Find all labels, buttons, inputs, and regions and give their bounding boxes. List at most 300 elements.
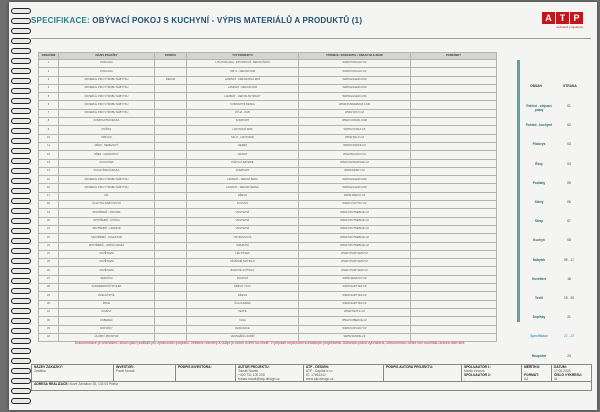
cell-id: 8 (39, 118, 59, 126)
cell-atp (304, 365, 384, 382)
contents-item-name: Specifikace (530, 334, 548, 339)
table-row (39, 167, 497, 175)
address-value: Nové Zahálkov 26, 143 00 Praha (69, 382, 118, 386)
cell-supplier: WWW.DVIRKA.CZ (299, 126, 411, 134)
binding-ring (11, 68, 31, 74)
contents-header: OBSAH (530, 84, 542, 88)
cell-notes (411, 250, 497, 258)
cell-surface (155, 142, 187, 150)
date-label: DATUM: (554, 365, 567, 369)
table-row (39, 292, 497, 300)
binding-ring (11, 128, 31, 134)
table-row (39, 142, 497, 150)
cell-id: 31 (39, 308, 59, 316)
binding-ring (11, 338, 31, 344)
binding-ring (11, 48, 31, 54)
cell-surface (155, 84, 187, 92)
cell-notes (411, 68, 497, 76)
cell-type: DEKORACE (187, 325, 299, 333)
cell-type: ČALOUNĚNÁ (187, 300, 299, 308)
cell-type: LAMINÁT - DEKOR ŠEDÁ (187, 176, 299, 184)
cell-type: VESTAVNÁ (187, 217, 299, 225)
binding-ring (11, 158, 31, 164)
format-label: FORMÁT: (524, 373, 539, 377)
binding-ring (11, 278, 31, 284)
cell-name: ÚLOŽNÝ PROSTOR (59, 333, 155, 341)
cell-supplier: WWW.EGGER.COM (299, 76, 411, 84)
cell-surface (155, 109, 187, 117)
table-row (39, 250, 497, 258)
binding-ring (11, 98, 31, 104)
cell-surface (155, 118, 187, 126)
cell-id: 29 (39, 292, 59, 300)
contents-item-page: 24 (567, 353, 571, 358)
table-row (39, 109, 497, 117)
cell-notes (411, 259, 497, 267)
cell-supplier: WWW.SPOTREBICE.CZ (299, 225, 411, 233)
format-value: A3 (524, 377, 529, 381)
contents-item-page: 03 (567, 142, 571, 147)
cell-id: 2 (39, 68, 59, 76)
contents-item-page: 19 - 20 (564, 296, 574, 300)
cell-supplier: WWW.DREVO.CZ (299, 192, 411, 200)
cell-notes (411, 134, 497, 142)
cell-notes (411, 201, 497, 209)
cell-supplier: WWW.EGGER.COM (299, 84, 411, 92)
cell-notes (411, 225, 497, 233)
cell-investor (114, 365, 176, 382)
cell-supplier: WWW.HANSGROHE.CZ (299, 159, 411, 167)
cell-notes (411, 84, 497, 92)
binding-ring (11, 188, 31, 194)
binding-ring (11, 298, 31, 304)
cell-author (236, 365, 304, 382)
binding-ring (11, 248, 31, 254)
investor-value: Pavel Novák (116, 369, 135, 373)
cell-name: KOBEREC (59, 317, 155, 325)
cell-name: DŘEZ - NEREZOVÝ (59, 142, 155, 150)
cell-name: OBKLAD (59, 134, 155, 142)
cell-type: LED PÁSEK (187, 250, 299, 258)
cell-id: 11 (39, 142, 59, 150)
atp-id: IČ: 17661241 (306, 373, 326, 377)
cell-notes (411, 60, 497, 68)
cell-supplier: WWW.CORIAN.COM (299, 118, 411, 126)
table-row (39, 209, 497, 217)
table-row (39, 68, 497, 76)
cell-type: KOMPOZIT (187, 118, 299, 126)
binding-ring (11, 378, 31, 384)
cell-id: 32 (39, 317, 59, 325)
cell-surface (155, 101, 187, 109)
binding-ring (11, 238, 31, 244)
table-row (39, 308, 497, 316)
name-label: NÁZEV ZAKÁZKY: (34, 365, 63, 369)
cell-name: KOMPOZITNÍ DESKA (59, 118, 155, 126)
cell-supplier: WWW.DYHY.CZ (299, 109, 411, 117)
table-row (39, 284, 497, 292)
contents-item-name: Osvětlení (531, 276, 547, 281)
cell-name: MATERIÁL PRO VÝROBU NÁBYTKU (59, 76, 155, 84)
binding-ring (11, 118, 31, 124)
cell-id: 17 (39, 192, 59, 200)
cell-type: GRANIT (187, 151, 299, 159)
cell-supplier: WWW.FUNDERMAX.COM (299, 101, 411, 109)
contents-item (525, 258, 579, 270)
cell-id: 20 (39, 217, 59, 225)
contents-item-page: 04 (567, 161, 571, 166)
table-row (39, 151, 497, 159)
coauthor1-value: Martin Hronek (464, 369, 485, 373)
sidebar-accent-bar (517, 60, 520, 322)
table-row (39, 134, 497, 142)
binding-ring (11, 228, 31, 234)
cell-name: KONFERENČNÍ STOLEK (59, 284, 155, 292)
cell-name: ZÁVĚSY (59, 308, 155, 316)
cell-investor-sign (176, 365, 236, 382)
title-text: OBÝVACÍ POKOJ S KUCHYNÍ - VÝPIS MATERIÁLŮ A PRODUKTŮ (1) (92, 16, 363, 25)
cell-supplier: WWW.SKRINE.CZ (299, 333, 411, 341)
binding-ring (11, 358, 31, 364)
binding-ring (11, 258, 31, 264)
cell-name: MATERIÁL PRO VÝROBU NÁBYTKU (59, 93, 155, 101)
table-row (39, 176, 497, 184)
cell-surface (155, 300, 187, 308)
col-header-notes: POZNÁMKY (411, 53, 497, 60)
cell-supplier: WWW.SPOTREBICE.CZ (299, 209, 411, 217)
cell-type: VINYL - DEKOR DUB (187, 68, 299, 76)
atp-web: www.atp-design.cz (306, 377, 334, 381)
cell-supplier: WWW.OSVETLENI.CZ (299, 259, 411, 267)
cell-surface (155, 225, 187, 233)
cell-type: VESTAVNÁ (187, 209, 299, 217)
cell-name: KUCHYŇSKÁ DESKA (59, 167, 155, 175)
cell-name: DŘEZ - GRANITOVÝ (59, 151, 155, 159)
cell-surface (155, 134, 187, 142)
cell-supplier: WWW.EGGER.COM (299, 176, 411, 184)
contents-sidebar (515, 46, 579, 358)
cell-type: DŘEVO (187, 192, 299, 200)
investor-label: INVESTOR: (116, 365, 134, 369)
contents-item-name: Nábytek (532, 257, 546, 262)
binding-ring (11, 218, 31, 224)
cell-notes (411, 101, 497, 109)
title-key: SPECIFIKACE: (31, 16, 90, 25)
binding-ring (11, 18, 31, 24)
contents-item-name: Řezy (535, 161, 543, 166)
page-title (31, 16, 362, 25)
cell-surface (155, 308, 187, 316)
cell-name: PODLAHA (59, 68, 155, 76)
contents-item (525, 334, 579, 346)
table-row (39, 93, 497, 101)
disclaimer-note: Dokumentace je orientační, slouží jako podklad pro zpracování projektu. Veškeré rozměry a údaje je nutné ověřit na místě. V případě nejasností kontaktujte projektanta. Autorská práva vyhrazena, dokumentaci nelze bez souhlasu autora dále šířit. (74, 341, 466, 345)
cell-notes (411, 159, 497, 167)
contents-item-name: Rozpočet (531, 353, 547, 358)
cell-id: 1 (39, 60, 59, 68)
scale-label: MĚŘÍTKO: (524, 365, 541, 369)
cell-id: 9 (39, 126, 59, 134)
cell-surface (155, 325, 187, 333)
binding-ring (11, 78, 31, 84)
cell-type: ZÁVĚSNÉ SVÍTIDLO (187, 259, 299, 267)
cell-type: NEREZ (187, 142, 299, 150)
cell-type: LAKOVANÁ MDF (187, 126, 299, 134)
date-value: 17.02.2023 (554, 369, 571, 373)
cell-surface: DEKOR (155, 76, 187, 84)
cell-type: KOMPAKTNÍ DESKA (187, 101, 299, 109)
cell-id: 33 (39, 325, 59, 333)
binding-ring (11, 28, 31, 34)
cell-name: SPOTŘEBIČ - DIGESTOŘ (59, 234, 155, 242)
contents-item-name: Kuchyň (533, 238, 545, 243)
title-block (31, 364, 592, 391)
contents-item-page: 01 (567, 104, 571, 108)
logo-letter-a: A (542, 12, 555, 24)
binding-ring (11, 8, 31, 14)
table-row (39, 225, 497, 233)
cell-id: 18 (39, 201, 59, 209)
cell-name (32, 365, 114, 382)
cell-surface (155, 201, 187, 209)
contents-item (525, 238, 579, 250)
cell-surface (155, 93, 187, 101)
binding-ring (11, 138, 31, 144)
cell-surface (155, 159, 187, 167)
table-row (39, 126, 497, 134)
binding-ring (11, 328, 31, 334)
cell-date (552, 365, 592, 382)
cell-name: DVÍŘKA (59, 126, 155, 134)
cell-supplier: WWW.EGGER.COM (299, 184, 411, 192)
table-row (39, 76, 497, 84)
page-header-label: STRANA (563, 84, 577, 88)
cell-type: VESTAVNÁ (187, 225, 299, 233)
cell-notes (411, 151, 497, 159)
header-divider (31, 38, 591, 39)
author-label: AUTOR PROJEKTU: (238, 365, 270, 369)
cell-notes (411, 217, 497, 225)
col-header-id: OZNAČENÍ (39, 53, 59, 60)
cell-notes (411, 308, 497, 316)
cell-notes (411, 109, 497, 117)
contents-item-name: Stěny (534, 200, 544, 204)
cell-name: MATERIÁL PRO VÝROBU NÁBYTKU (59, 184, 155, 192)
cell-type: PÁKOVÁ BATERIE (187, 159, 299, 167)
contents-item (525, 296, 579, 308)
contents-item-name: Strop (534, 219, 544, 224)
cell-type: LAMINÁT - DEKOR DUB (187, 84, 299, 92)
cell-type: DŘEVO / KOV (187, 284, 299, 292)
cell-name: SEDAČKA (59, 275, 155, 283)
coauthor2-label: SPOLUAUTOR 2: (464, 373, 491, 377)
cell-name: SPOTŘEBIČ - LEDNICE (59, 225, 155, 233)
cell-notes (411, 126, 497, 134)
cell-address (32, 382, 592, 391)
cell-type: LAMINÁT - DEKOR BÍLÁ MAT (187, 76, 299, 84)
cell-supplier: WWW.PODLAHY.CZ (299, 68, 411, 76)
document-page (9, 2, 597, 410)
col-header-type: TYP PRODUKTU (187, 53, 299, 60)
cell-notes (411, 76, 497, 84)
cell-supplier: WWW.KOBERCE.CZ (299, 317, 411, 325)
cell-surface (155, 192, 187, 200)
drawing-value: 41 (554, 377, 558, 381)
cell-supplier: WWW.PODLAHY.CZ (299, 60, 411, 68)
contents-item-page: 22 - 23 (564, 334, 574, 339)
coauthor1-label: SPOLUAUTOR 1: (464, 365, 491, 369)
cell-supplier: WWW.NABYTEK.CZ (299, 292, 411, 300)
binding-ring (11, 198, 31, 204)
cell-notes (411, 317, 497, 325)
contents-item (525, 123, 579, 135)
author-email: tomas.novak@atp-design.cz (238, 377, 280, 381)
cell-supplier: WWW.SPOTREBICE.CZ (299, 234, 411, 242)
contents-item-name: Pohled - kuchyně (525, 123, 553, 128)
cell-notes (411, 292, 497, 300)
cell-type: LAMINÁT - DEKOR ANTRACIT (187, 93, 299, 101)
cell-name: JÍDELNÍ STŮL (59, 292, 155, 300)
cell-surface (155, 151, 187, 159)
cell-supplier: WWW.BLANCO.CZ (299, 151, 411, 159)
contents-item (525, 162, 579, 174)
table-row (39, 101, 497, 109)
cell-name: DOPLŇKY (59, 325, 155, 333)
cell-id: 6 (39, 101, 59, 109)
col-header-surface: POVRCH (155, 53, 187, 60)
cell-notes (411, 142, 497, 150)
cell-notes (411, 275, 497, 283)
cell-name: SPOTŘEBIČ - TROUBA (59, 209, 155, 217)
binding-ring (11, 268, 31, 274)
cell-notes (411, 184, 497, 192)
address-label: ADRESA REALIZACE: (34, 382, 69, 386)
contents-item (525, 181, 579, 193)
cell-id: 4 (39, 84, 59, 92)
cell-surface (155, 317, 187, 325)
atp-value: ATP - Capital s.r.o (306, 369, 333, 373)
cell-notes (411, 209, 497, 217)
cell-supplier: WWW.TEXTIL.CZ (299, 308, 411, 316)
cell-surface (155, 184, 187, 192)
cell-author-sign (384, 365, 462, 382)
author-phone: +420 731 100 208 (238, 373, 265, 377)
scale-value: - (524, 369, 526, 373)
binding-ring (11, 318, 31, 324)
cell-supplier: WWW.SEDACKY.CZ (299, 275, 411, 283)
cell-surface (155, 267, 187, 275)
cell-surface (155, 242, 187, 250)
cell-surface (155, 250, 187, 258)
logo-letter-t: T (556, 12, 569, 24)
col-header-name: NÁZEV POLOŽKY (59, 53, 155, 60)
cell-type: OSTRŮVKOVÁ (187, 234, 299, 242)
logo-subtitle: architekti projektanti (556, 25, 583, 29)
contents-item-page: 09 - 17 (564, 257, 574, 262)
cell-id: 23 (39, 242, 59, 250)
table-row (39, 275, 497, 283)
table-row (39, 118, 497, 126)
cell-name: MATERIÁL PRO VÝROBU NÁBYTKU (59, 84, 155, 92)
table-row (39, 159, 497, 167)
cell-type: KOMPOZIT (187, 167, 299, 175)
table-row (39, 192, 497, 200)
cell-notes (411, 284, 497, 292)
binding-ring (11, 368, 31, 374)
binding-ring (11, 348, 31, 354)
cell-surface (155, 217, 187, 225)
cell-id: 7 (39, 109, 59, 117)
cell-id: 16 (39, 184, 59, 192)
cell-id: 28 (39, 284, 59, 292)
table-row (39, 60, 497, 68)
contents-item-page: 05 (567, 180, 571, 185)
cell-name: OSVĚTLENÍ (59, 259, 155, 267)
table-row (39, 84, 497, 92)
table-row (39, 242, 497, 250)
cell-id: 10 (39, 134, 59, 142)
cell-name: MATERIÁL PRO VÝROBU NÁBYTKU (59, 176, 155, 184)
cell-id: 27 (39, 275, 59, 283)
cell-surface (155, 167, 187, 175)
cell-surface (155, 209, 187, 217)
cell-type: TEXTIL (187, 308, 299, 316)
page-header (31, 12, 591, 34)
atp-logo (541, 12, 583, 24)
cell-id: 3 (39, 76, 59, 84)
table-row (39, 184, 497, 192)
cell-type: ROHOVÁ (187, 275, 299, 283)
contents-item (525, 104, 579, 116)
cell-surface (155, 126, 187, 134)
author-value: Tomáš Novák (238, 369, 258, 373)
cell-id: 19 (39, 209, 59, 217)
binding-ring (11, 288, 31, 294)
logo-letter-p: P (570, 12, 583, 24)
cell-supplier: WWW.SPOTREBICE.CZ (299, 242, 411, 250)
cell-coauthors (462, 365, 522, 382)
cell-id: 30 (39, 300, 59, 308)
cell-name: SPOTŘEBIČ - VARNÁ DESKA (59, 242, 155, 250)
cell-notes (411, 300, 497, 308)
cell-supplier: WWW.NABYTEK.CZ (299, 300, 411, 308)
binding-ring (11, 168, 31, 174)
cell-id: 15 (39, 176, 59, 184)
cell-id: 26 (39, 267, 59, 275)
cell-id: 21 (39, 225, 59, 233)
binding-ring (11, 178, 31, 184)
contents-item (525, 277, 579, 289)
cell-type: BODOVÉ SVÍTIDLO (187, 267, 299, 275)
cell-notes (411, 192, 497, 200)
drawing-label: ČÍSLO VÝKRESU: (554, 373, 583, 377)
contents-item-page: 08 (567, 238, 571, 243)
cell-type: DÝHA - DUB (187, 109, 299, 117)
cell-notes (411, 93, 497, 101)
cell-id: 22 (39, 234, 59, 242)
cell-name: KOHOUTEK (59, 159, 155, 167)
contents-item (525, 315, 579, 327)
contents-item-name: Půdorys (532, 142, 546, 147)
cell-name: ŽIDLE (59, 300, 155, 308)
coauthor2-value: - (464, 377, 466, 381)
cell-supplier: WWW.UCHYTKY.CZ (299, 201, 411, 209)
cell-name: MATERIÁL PRO VÝROBU NÁBYTKU (59, 101, 155, 109)
binding-ring (11, 208, 31, 214)
cell-type: KOVOVÁ (187, 201, 299, 209)
cell-surface (155, 275, 187, 283)
cell-notes (411, 325, 497, 333)
